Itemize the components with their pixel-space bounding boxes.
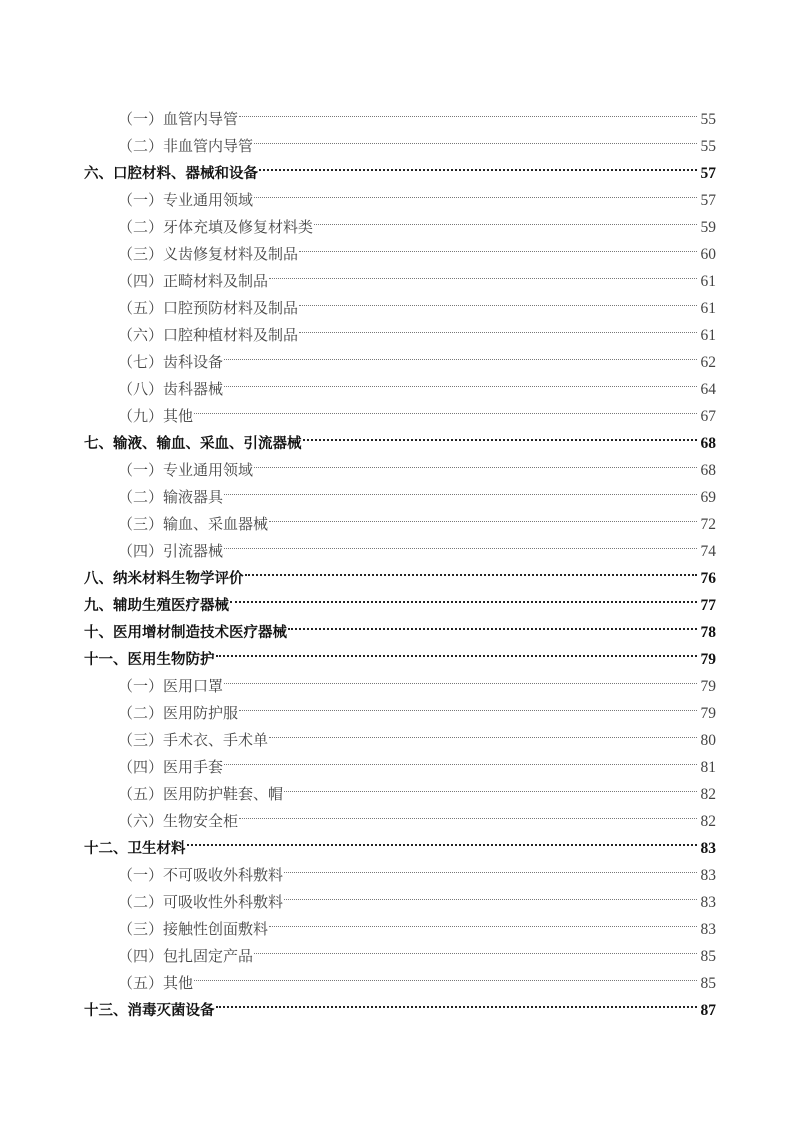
dot-leader — [254, 124, 697, 151]
toc-entry-page-number: 55 — [700, 138, 716, 155]
dot-leader — [194, 961, 697, 988]
dot-leader — [194, 394, 697, 421]
toc-entry-title: （一）血管内导管 — [118, 112, 239, 128]
toc-entry-title: （四）正畸材料及制品 — [118, 274, 269, 290]
toc-entry-page-number: 61 — [700, 300, 716, 317]
toc-entry-title: 十一、医用生物防护 — [84, 652, 215, 668]
toc-entry-title: （六）口腔种植材料及制品 — [118, 328, 299, 344]
dot-leader — [314, 205, 697, 232]
toc-entry-page-number: 76 — [700, 570, 716, 587]
toc-entry-page-number: 72 — [700, 516, 716, 533]
toc-entry-title: （五）口腔预防材料及制品 — [118, 301, 299, 317]
toc-entry-page-number: 83 — [700, 840, 716, 857]
toc-entry-page-number: 64 — [700, 381, 716, 398]
dot-leader — [299, 286, 697, 313]
table-of-contents — [84, 97, 716, 1019]
dot-leader — [224, 745, 697, 772]
dot-leader — [284, 880, 697, 907]
dot-leader — [239, 97, 697, 124]
toc-entry-page-number: 79 — [700, 705, 716, 722]
toc-entry-page-number: 74 — [700, 543, 716, 560]
toc-entry-page-number: 59 — [700, 219, 716, 236]
dot-leader — [288, 610, 697, 637]
dot-leader — [224, 340, 697, 367]
toc-entry-title: 七、输液、输血、采血、引流器械 — [84, 436, 302, 452]
toc-section-entry[interactable] — [84, 97, 716, 128]
toc-entry-title: （七）齿科设备 — [118, 355, 224, 371]
toc-entry-title: （二）牙体充填及修复材料类 — [118, 220, 314, 236]
toc-entry-page-number: 83 — [700, 921, 716, 938]
toc-entry-page-number: 68 — [700, 435, 716, 452]
dot-leader — [269, 907, 697, 934]
toc-entry-title: （四）引流器械 — [118, 544, 224, 560]
toc-entry-title: （一）不可吸收外科敷料 — [118, 868, 284, 884]
dot-leader — [254, 178, 697, 205]
toc-entry-title: （二）输液器具 — [118, 490, 224, 506]
toc-entry-page-number: 83 — [700, 894, 716, 911]
toc-entry-title: 十、医用增材制造技术医疗器械 — [84, 625, 287, 641]
toc-entry-page-number: 85 — [700, 948, 716, 965]
toc-entry-title: （一）专业通用领域 — [118, 193, 254, 209]
toc-entry-page-number: 87 — [700, 1002, 716, 1019]
toc-entry-title: （五）其他 — [118, 976, 194, 992]
toc-entry-title: （六）生物安全柜 — [118, 814, 239, 830]
toc-entry-title: 十二、卫生材料 — [84, 841, 186, 857]
dot-leader — [284, 853, 697, 880]
toc-entry-title: （四）包扎固定产品 — [118, 949, 254, 965]
toc-entry-page-number: 85 — [700, 975, 716, 992]
dot-leader — [254, 934, 697, 961]
toc-entry-title: （二）可吸收性外科敷料 — [118, 895, 284, 911]
dot-leader — [239, 799, 697, 826]
toc-entry-title: （九）其他 — [118, 409, 194, 425]
toc-entry-page-number: 81 — [700, 759, 716, 776]
toc-entry-title: （一）专业通用领域 — [118, 463, 254, 479]
toc-entry-page-number: 61 — [700, 273, 716, 290]
toc-entry-page-number: 79 — [700, 651, 716, 668]
toc-entry-page-number: 57 — [700, 165, 716, 182]
toc-entry-title: （五）医用防护鞋套、帽 — [118, 787, 284, 803]
toc-entry-title: 九、辅助生殖医疗器械 — [84, 598, 229, 614]
toc-entry-page-number: 60 — [700, 246, 716, 263]
toc-entry-page-number: 62 — [700, 354, 716, 371]
toc-entry-page-number: 77 — [700, 597, 716, 614]
dot-leader — [269, 718, 697, 745]
toc-entry-title: 六、口腔材料、器械和设备 — [84, 166, 258, 182]
toc-entry-title: （三）手术衣、手术单 — [118, 733, 269, 749]
toc-entry-title: 十三、消毒灭菌设备 — [84, 1003, 215, 1019]
dot-leader — [224, 664, 697, 691]
toc-entry-page-number: 57 — [700, 192, 716, 209]
toc-entry-page-number: 79 — [700, 678, 716, 695]
toc-entry-title: （三）义齿修复材料及制品 — [118, 247, 299, 263]
toc-entry-page-number: 83 — [700, 867, 716, 884]
toc-entry-title: （四）医用手套 — [118, 760, 224, 776]
dot-leader — [254, 448, 697, 475]
dot-leader — [269, 259, 697, 286]
toc-entry-title: （八）齿科器械 — [118, 382, 224, 398]
dot-leader — [284, 772, 697, 799]
dot-leader — [224, 529, 697, 556]
dot-leader — [216, 988, 698, 1015]
dot-leader — [259, 151, 697, 178]
dot-leader — [269, 502, 697, 529]
dot-leader — [303, 421, 698, 448]
dot-leader — [299, 313, 697, 340]
dot-leader — [239, 691, 697, 718]
toc-entry-page-number: 68 — [700, 462, 716, 479]
toc-entry-page-number: 69 — [700, 489, 716, 506]
dot-leader — [224, 367, 697, 394]
toc-entry-title: 八、纳米材料生物学评价 — [84, 571, 244, 587]
dot-leader — [299, 232, 697, 259]
toc-entry-title: （一）医用口罩 — [118, 679, 224, 695]
dot-leader — [187, 826, 698, 853]
toc-entry-page-number: 61 — [700, 327, 716, 344]
toc-entry-title: （三）输血、采血器械 — [118, 517, 269, 533]
dot-leader — [224, 475, 697, 502]
toc-entry-page-number: 80 — [700, 732, 716, 749]
toc-entry-page-number: 82 — [700, 813, 716, 830]
toc-entry-page-number: 67 — [700, 408, 716, 425]
dot-leader — [216, 637, 698, 664]
toc-entry-title: （三）接触性创面敷料 — [118, 922, 269, 938]
toc-entry-page-number: 82 — [700, 786, 716, 803]
toc-entry-page-number: 78 — [700, 624, 716, 641]
toc-entry-title: （二）医用防护服 — [118, 706, 239, 722]
toc-entry-page-number: 55 — [700, 111, 716, 128]
dot-leader — [245, 556, 698, 583]
dot-leader — [230, 583, 697, 610]
toc-entry-title: （二）非血管内导管 — [118, 139, 254, 155]
